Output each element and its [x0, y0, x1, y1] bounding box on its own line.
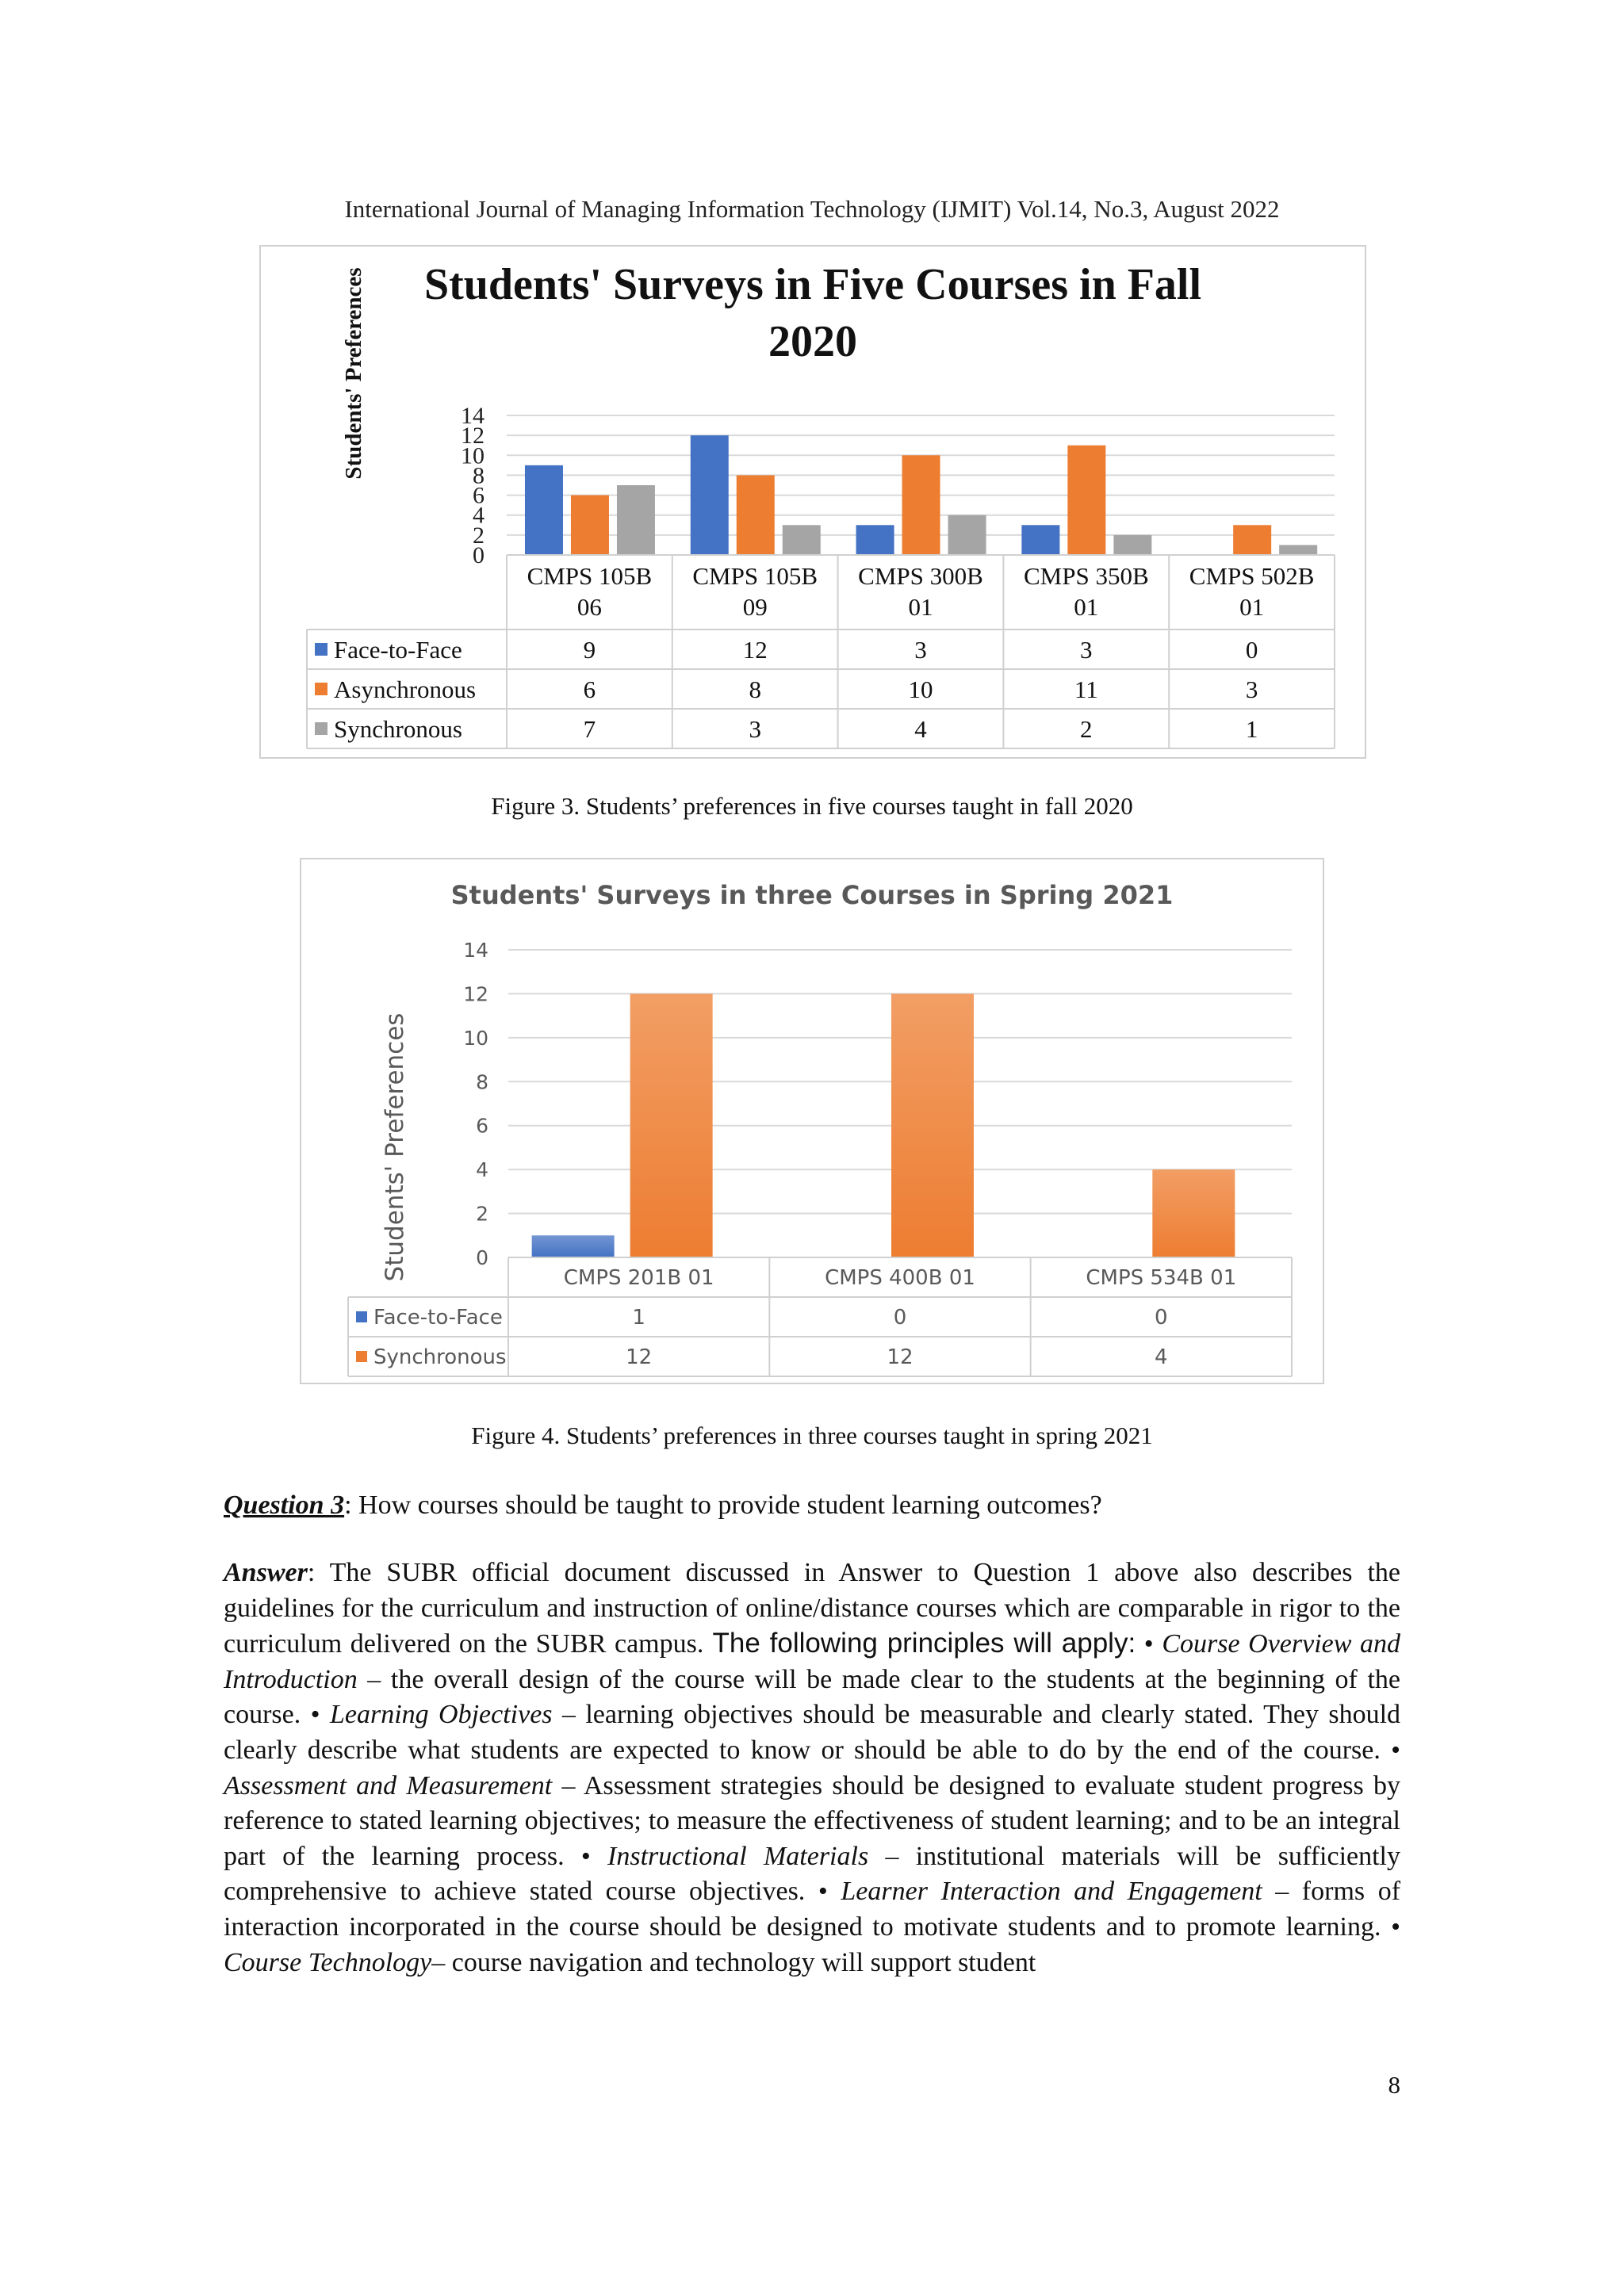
data-table-value: 3 [1245, 675, 1258, 703]
principle-term: Course Technology [224, 1947, 432, 1977]
category-label: CMPS 105B [527, 562, 653, 590]
principle-text: – Assessment strategies should be designed to evaluate student progress by reference to stated learning objectives; to measure the effectiveness of student learning; and to be an integral part of the learning process. [224, 1770, 1400, 1871]
data-table-value: 0 [893, 1306, 907, 1330]
answer-paragraph [224, 1556, 1400, 1980]
y-tick-label: 6 [473, 482, 485, 509]
bar-face-to-face [691, 435, 729, 555]
question-text: : How courses should be taught to provide student learning outcomes? [344, 1490, 1102, 1520]
legend-label: Synchronous [334, 714, 462, 743]
data-table-value: 3 [914, 635, 927, 664]
category-label: CMPS 400B 01 [825, 1266, 975, 1290]
y-axis-label: Students' Preferences [341, 267, 366, 480]
bar-synchronous [891, 993, 974, 1257]
legend-key [315, 683, 327, 695]
data-table-value: 10 [908, 675, 933, 703]
data-table-value: 0 [1245, 635, 1258, 664]
bar-synchronous [1279, 545, 1317, 555]
data-table-value: 8 [749, 675, 761, 703]
bar-asynchronous [737, 475, 775, 555]
figure-3-caption: Figure 3. Students’ preferences in five courses taught in fall 2020 [491, 792, 1133, 820]
legend-key [315, 722, 327, 735]
principle-term: Instructional Materials [607, 1841, 869, 1871]
category-label: CMPS 300B [858, 562, 983, 590]
legend-label: Face-to-Face [373, 1306, 503, 1330]
y-tick-label: 0 [476, 1246, 488, 1269]
bullet-glyph: • [1391, 1735, 1401, 1765]
bar-synchronous [783, 525, 821, 555]
y-tick-label: 12 [463, 982, 488, 1006]
principle-text: – the overall design of the course will be made clear to the students at the beginning of the course. [224, 1664, 1400, 1730]
bar-asynchronous [902, 455, 940, 555]
category-label: 06 [576, 593, 602, 621]
figure-3-chart [259, 245, 1366, 759]
legend-label: Face-to-Face [334, 635, 462, 664]
principle-term: Assessment and Measurement [224, 1770, 553, 1800]
y-tick-label: 12 [461, 423, 485, 450]
y-tick-label: 4 [473, 502, 485, 529]
bullet-glyph: • [310, 1700, 320, 1730]
question-3 [224, 1488, 1400, 1523]
data-table-value: 4 [1155, 1345, 1168, 1370]
figure-4-svg [301, 859, 1323, 1383]
data-table-value: 12 [887, 1345, 914, 1370]
legend-label: Synchronous [373, 1345, 507, 1370]
bullet-glyph: • [1391, 1911, 1401, 1942]
principle-term: Learning Objectives [329, 1700, 553, 1730]
chart-title: Students' Surveys in three Courses in Spring 2021 [450, 880, 1174, 910]
principle-text: – institutional materials will be sufficiently comprehensive to achieve stated course objectives. [224, 1841, 1400, 1907]
principle-text: – course navigation and technology will support student [431, 1947, 1036, 1977]
category-label: 01 [1239, 593, 1265, 621]
data-table-value: 1 [1245, 714, 1258, 743]
y-tick-label: 14 [461, 403, 485, 429]
category-label: 01 [908, 593, 933, 621]
figure-3-svg [261, 247, 1365, 757]
bar-synchronous [630, 993, 713, 1257]
data-table-value: 11 [1074, 675, 1098, 703]
bar-face-to-face [525, 465, 563, 555]
y-tick-label: 14 [463, 939, 488, 962]
y-tick-label: 0 [473, 542, 485, 568]
legend-key [315, 643, 327, 656]
bar-face-to-face [1021, 525, 1059, 555]
data-table-value: 12 [742, 635, 768, 664]
y-axis-label: Students' Preferences [381, 1012, 409, 1282]
data-table-value: 2 [1080, 714, 1093, 743]
category-label: 09 [742, 593, 768, 621]
bar-synchronous [1152, 1169, 1235, 1257]
data-table-value: 6 [583, 675, 596, 703]
data-table-value: 1 [632, 1306, 645, 1330]
y-tick-label: 4 [476, 1158, 488, 1182]
bar-face-to-face [856, 525, 894, 555]
y-tick-label: 10 [463, 1026, 488, 1050]
question-label: Question 3 [224, 1490, 345, 1520]
y-tick-label: 8 [473, 462, 485, 489]
bullet-glyph: • [818, 1877, 828, 1907]
answer-lead: The following principles will apply: [703, 1628, 1136, 1659]
principle-term: Course Overview and Introduction [224, 1629, 1401, 1694]
y-tick-label: 6 [476, 1114, 488, 1138]
bar-asynchronous [1233, 525, 1271, 555]
journal-header: International Journal of Managing Information Technology (IJMIT) Vol.14, No.3, August 2022 [344, 195, 1280, 223]
bullet-glyph: • [580, 1841, 591, 1871]
y-tick-label: 8 [476, 1070, 488, 1094]
bar-synchronous [1113, 535, 1151, 555]
figure-4-chart [300, 858, 1324, 1384]
page-number: 8 [1388, 2071, 1400, 2099]
category-label: CMPS 201B 01 [563, 1266, 714, 1290]
data-table-value: 7 [583, 714, 596, 743]
category-label: 01 [1074, 593, 1099, 621]
legend-key [356, 1351, 367, 1362]
answer-label: Answer [224, 1558, 308, 1587]
bar-face-to-face [532, 1235, 615, 1257]
data-table-value: 3 [1080, 635, 1093, 664]
bar-asynchronous [571, 496, 609, 555]
principle-text: – forms of interaction incorporated in the course should be designed to motivate students and to promote learning. [224, 1877, 1401, 1942]
category-label: CMPS 502B [1189, 562, 1315, 590]
bar-asynchronous [1067, 446, 1105, 555]
legend-label: Asynchronous [334, 675, 477, 703]
data-table-value: 0 [1155, 1306, 1168, 1330]
category-label: CMPS 105B [692, 562, 818, 590]
legend-key [356, 1311, 367, 1322]
bar-synchronous [948, 515, 986, 555]
principle-term: Learner Interaction and Engagement [841, 1877, 1262, 1907]
y-tick-label: 2 [476, 1202, 488, 1226]
principle-text: – learning objectives should be measurable and clearly stated. They should clearly describe what students are expected to know or should be able to do by the end of the course. [224, 1700, 1401, 1765]
figure-4-caption: Figure 4. Students’ preferences in three courses taught in spring 2021 [471, 1422, 1153, 1449]
data-table-value: 4 [914, 714, 927, 743]
data-table-value: 9 [583, 635, 596, 664]
y-tick-label: 2 [473, 522, 485, 549]
chart-title: 2020 [768, 317, 857, 366]
answer-intro: : The SUBR official document discussed in Answer to Question 1 above also describes the guidelines for the curriculum and instruction of online/distance courses which are comparable in rigor to the curriculum delivered on the SUBR campus. [224, 1558, 1400, 1659]
chart-title: Students' Surveys in Five Courses in Fall [423, 260, 1202, 309]
category-label: CMPS 350B [1023, 562, 1149, 590]
bullet-glyph: • [1143, 1629, 1154, 1659]
y-tick-label: 10 [461, 442, 485, 469]
bar-synchronous [617, 485, 655, 555]
data-table-value: 3 [749, 714, 761, 743]
data-table-value: 12 [626, 1345, 653, 1370]
category-label: CMPS 534B 01 [1086, 1266, 1237, 1290]
